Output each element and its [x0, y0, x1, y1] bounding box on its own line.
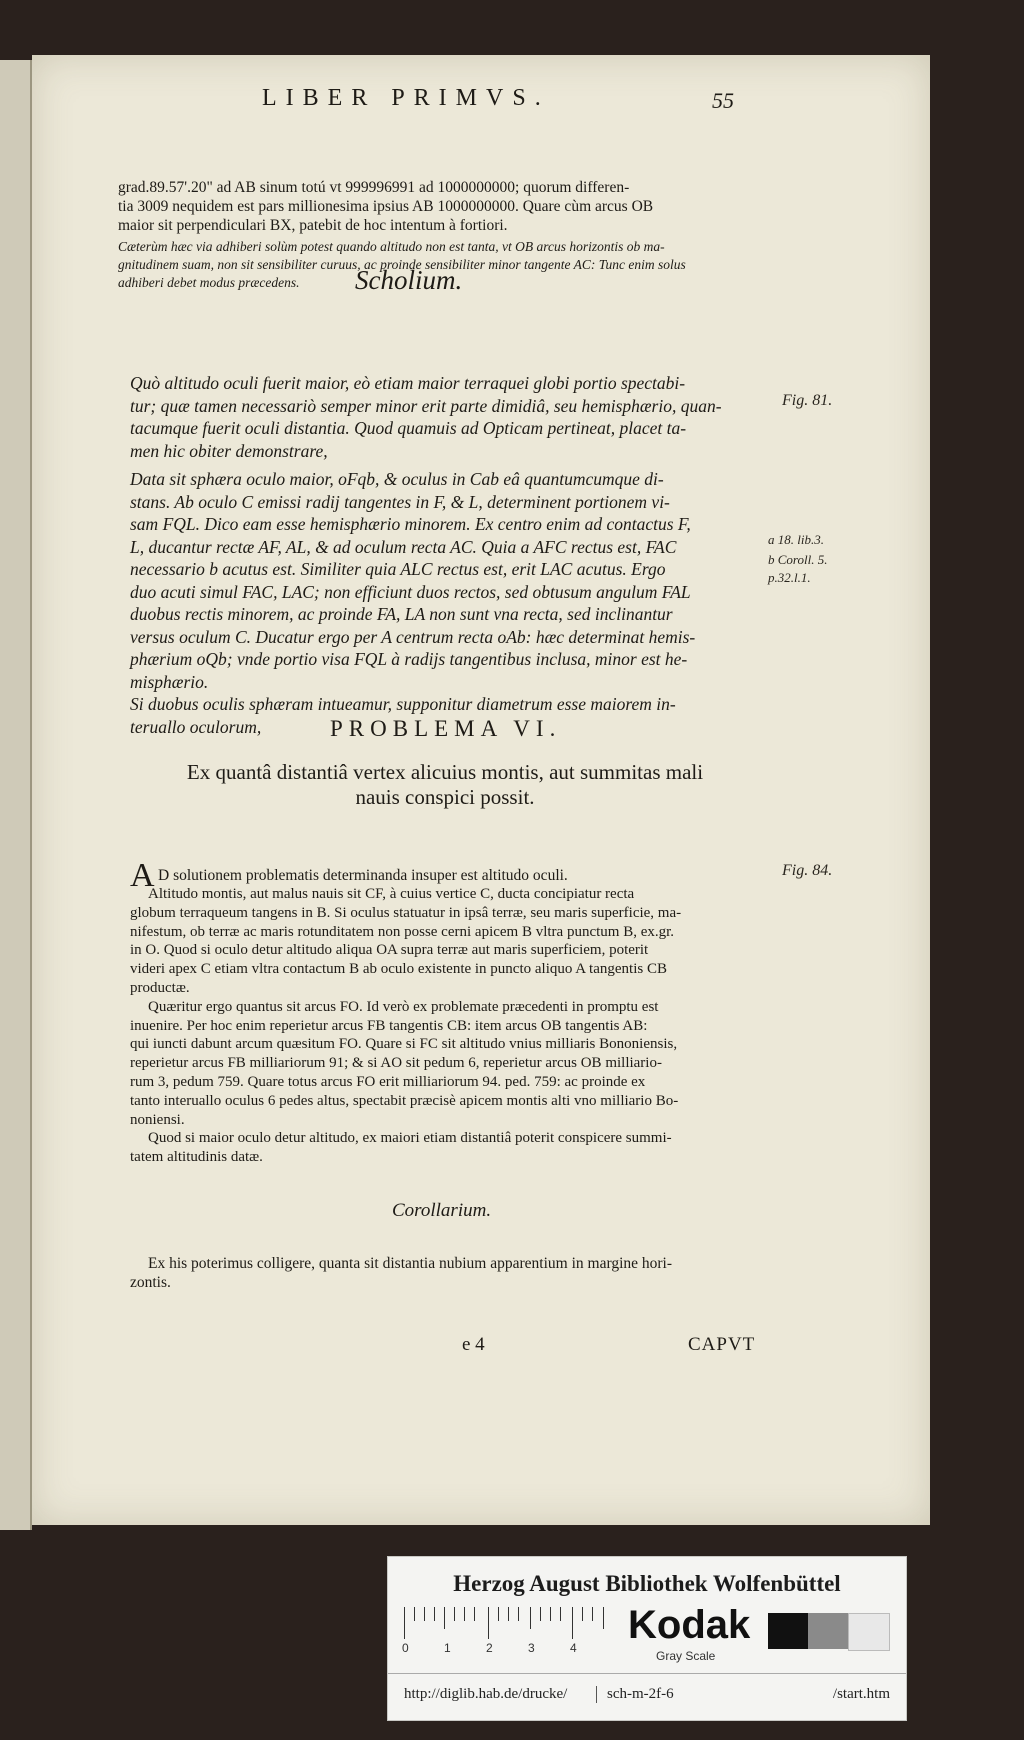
text-line: versus oculum C. Ducatur ergo per A centrum recta oAb: hæc determinat hemis-	[130, 626, 696, 647]
card-footer	[388, 1673, 906, 1714]
text-line: rum 3, pedum 759. Quare totus arcus FO erit milliariorum 94. ped. 759: ac proinde ex	[130, 1073, 646, 1090]
margin-figure-ref: Fig. 84.	[782, 862, 833, 879]
scale-ruler	[404, 1607, 604, 1639]
text-line: sam FQL. Dico eam esse hemisphærio minorem. Ex centro enim ad contactus F,	[130, 514, 691, 534]
ruler-number: 0	[402, 1641, 409, 1655]
text-line: videri apex C etiam vltra contactum B ab oculo existente in puncto aliquo A tangentis CB	[130, 961, 667, 978]
text-line: qui iuncti dabunt arcum quæsitum FO. Quare si FC sit altitudo vnius milliaris Bononiensis,	[130, 1036, 678, 1053]
color-calibration-card	[387, 1556, 907, 1721]
text-line: Data sit sphæra oculo maior, oFqb, & oculus in Cab eâ quantumcumque di-	[130, 469, 664, 489]
page-number: 55	[712, 88, 734, 113]
scholium-paragraph	[130, 372, 770, 738]
margin-note-b: b Coroll. 5.	[768, 552, 828, 567]
text-line: duobus rectis minorem, ac proinde FA, LA non sunt vna recta, sed inclinantur	[130, 604, 673, 624]
shelfmark: sch-m-2f-6	[596, 1686, 674, 1703]
text-line: tacumque fuerit oculi distantia. Quod quamuis ad Opticam pertineat, placet ta-	[130, 418, 687, 438]
text-line: gnitudinem suam, non sit sensibiliter curuus, ac proinde sensibiliter minor tangente AC: Tunc enim solus	[118, 257, 686, 272]
text-line: reperietur arcus FB milliariorum 91; & si AO sit pedum 6, reperietur arcus OB milliario-	[130, 1055, 662, 1072]
subtitle-line: Ex quantâ distantiâ vertex alicuius montis, aut summitas mali	[186, 760, 704, 784]
drop-cap: A	[130, 857, 155, 894]
text-line: zontis.	[130, 1274, 171, 1291]
text-line: duo acuti simul FAC, LAC; non efficiunt duos rectos, sed obtusum angulum FAL	[130, 581, 691, 602]
scholium-heading: Scholium.	[355, 265, 463, 295]
gray-swatch-light	[848, 1613, 890, 1651]
gray-scale-label: Gray Scale	[656, 1649, 716, 1663]
text-line: inuenire. Per hoc enim reperietur arcus FB tangentis CB: item arcus OB tangentis AB:	[130, 1017, 648, 1034]
text-line: Quæritur ergo quantus sit arcus FO. Id verò ex problemate præcedenti in promptu est	[148, 998, 659, 1015]
text-line: in O. Quod si oculo detur altitudo aliqua OA supra terræ aut maris superficiem, poterit	[130, 942, 649, 959]
ruler-number: 1	[444, 1641, 451, 1655]
text-line: Quò altitudo oculi fuerit maior, eò etiam maior terraquei globi portio spectabi-	[130, 373, 686, 393]
text-line: tanto interuallo oculus 6 pedes altus, spectabit præcisè apicem montis alti vno milliario Bo-	[130, 1092, 679, 1109]
ruler-number: 2	[486, 1641, 493, 1655]
kodak-logo: Kodak	[628, 1603, 751, 1647]
subtitle-line: nauis conspici possit.	[355, 785, 535, 809]
text-line: Quod si maior oculo detur altitudo, ex maiori etiam distantiâ poterit conspicere summi-	[148, 1130, 672, 1147]
start-page-path: /start.htm	[832, 1686, 890, 1702]
signature-mark: e 4	[462, 1334, 485, 1355]
text-line: tatem altitudinis datæ.	[130, 1149, 263, 1166]
text-line: globum terraqueum tangens in B. Si oculus statuatur in ipsâ terræ, seu maris superficie, ma-	[130, 904, 682, 921]
digital-library-url: http://diglib.hab.de/drucke/	[404, 1686, 568, 1702]
text-line: Si duobus oculis sphæram intueamur, supponitur diametrum esse maiorem in-	[130, 694, 676, 714]
problem-heading: PROBLEMA VI.	[330, 716, 562, 741]
ruler-numbers	[402, 1641, 602, 1657]
gray-swatch-mid	[808, 1613, 848, 1649]
corollarium-heading: Corollarium.	[392, 1200, 492, 1221]
intro-paragraph	[118, 178, 763, 235]
text-line: stans. Ab oculo C emissi radij tangentes in F, & L, determinent portionem vi-	[130, 491, 670, 512]
margin-note-c: p.32.l.1.	[768, 570, 811, 585]
gray-swatch-dark	[768, 1613, 808, 1649]
library-name: Herzog August Bibliothek Wolfenbüttel	[453, 1571, 841, 1596]
margin-figure-ref: Fig. 81.	[782, 392, 833, 409]
running-head: LIBER PRIMVS.	[262, 85, 550, 111]
adjacent-page-edge	[0, 60, 32, 1530]
text-line: phærium oQb; vnde portio visa FQL à radijs tangentibus inclusa, minor est he-	[130, 649, 688, 669]
ruler-number: 3	[528, 1641, 535, 1655]
text-line: Altitudo montis, aut malus nauis sit CF, à cuius vertice C, ducta concipiatur recta	[148, 886, 635, 902]
text-line: maior sit perpendiculari BX, patebit de hoc intentum à fortiori.	[118, 217, 508, 234]
problem-first-line: D solutionem problematis determinanda insuper est altitudo oculi.	[158, 867, 568, 884]
text-line: L, ducantur rectæ AF, AL, & ad oculum recta AC. Quia a AFC rectus est, FAC	[130, 536, 677, 557]
text-line: tia 3009 nequidem est pars millionesima ipsius AB 1000000000. Quare cùm arcus OB	[118, 198, 654, 215]
text-line: men hic obiter demonstrare,	[130, 440, 328, 461]
text-line: productæ.	[130, 979, 190, 996]
text-line: nifestum, ob terræ ac maris rotunditatem non posse cerni apicem B vltra punctum B, ex.gr.	[130, 923, 675, 940]
text-line: Ex his poterimus colligere, quanta sit distantia nubium apparentium in margine hori-	[148, 1255, 673, 1272]
problem-paragraph	[130, 885, 770, 1167]
ruler-number: 4	[570, 1641, 577, 1655]
text-line: adhiberi debet modus præcedens.	[118, 275, 300, 290]
margin-note-a: a 18. lib.3.	[768, 532, 824, 547]
text-line: misphærio.	[130, 671, 209, 692]
text-line: Cæterùm hæc via adhiberi solùm potest quando altitudo non est tanta, vt OB arcus horizontis ob ma-	[118, 239, 665, 254]
text-line: grad.89.57'.20" ad AB sinum totú vt 999996991 ad 1000000000; quorum differen-	[118, 179, 630, 196]
text-line: necessario b acutus est. Similiter quia ALC rectus est, erit LAC acutus. Ergo	[130, 559, 666, 579]
catchword: CAPVT	[688, 1334, 756, 1355]
text-line: teruallo oculorum,	[130, 716, 262, 737]
text-line: tur; quæ tamen necessariò semper minor erit parte dimidiâ, seu hemisphærio, quan-	[130, 395, 722, 416]
text-line: noniensi.	[130, 1111, 185, 1128]
problem-subtitle	[130, 760, 760, 810]
corollarium-paragraph	[130, 1254, 770, 1292]
